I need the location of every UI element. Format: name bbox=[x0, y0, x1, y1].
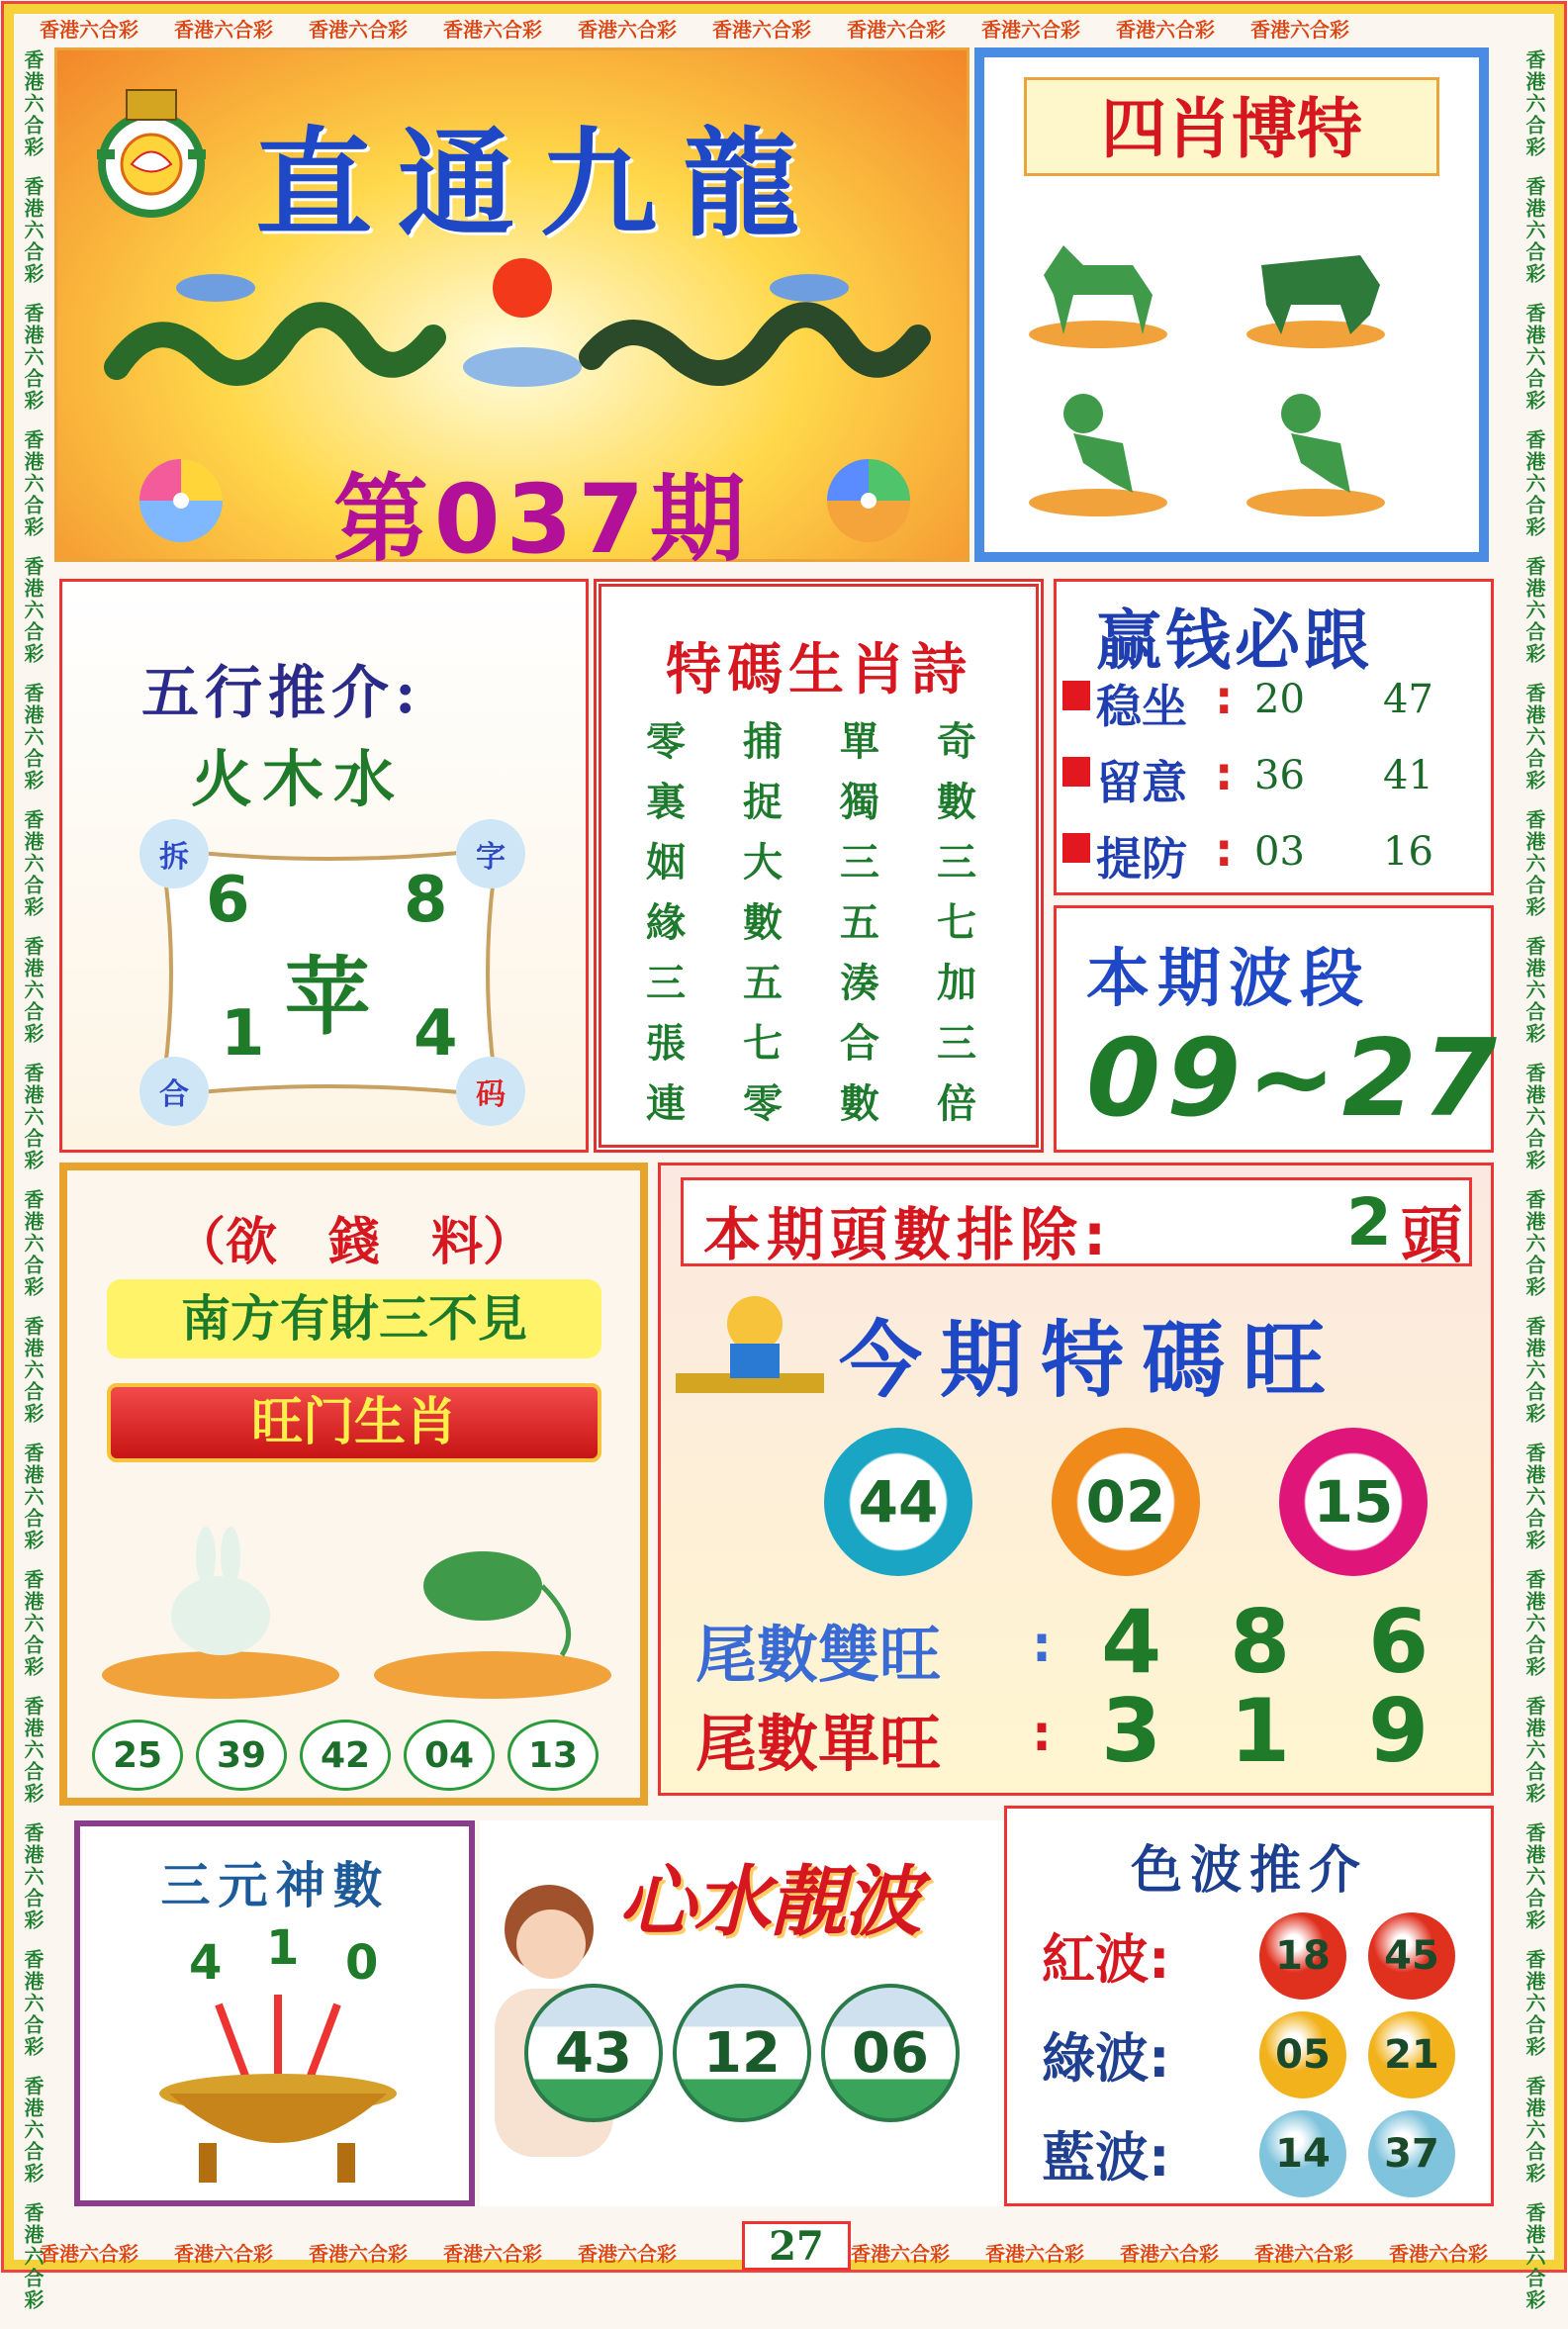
win-panel bbox=[1054, 579, 1494, 895]
color-wave-ball: 21 bbox=[1368, 2011, 1455, 2098]
border-label: 香港六合彩 bbox=[174, 18, 273, 42]
border-label: 香港六合彩 bbox=[1522, 2202, 1546, 2311]
border-label: 香港六合彩 bbox=[21, 1569, 45, 1678]
poem-char: 張 bbox=[646, 1020, 686, 1067]
wuxing-number: 6 bbox=[206, 864, 250, 937]
border-label: 香港六合彩 bbox=[1522, 1063, 1546, 1171]
wuxing-elements: 火木水 bbox=[191, 743, 406, 815]
tail-single-digit: 1 bbox=[1230, 1680, 1291, 1782]
border-label: 香港六合彩 bbox=[1522, 49, 1546, 158]
header-title: 直通九龍 bbox=[255, 115, 826, 252]
bottom-border-text-right bbox=[851, 2238, 1523, 2267]
exclude-unit: 頭 bbox=[1401, 1199, 1463, 1271]
poem-char: 大 bbox=[743, 839, 783, 885]
poem-char: 三 bbox=[937, 1020, 976, 1067]
win-colon: : bbox=[1215, 823, 1234, 877]
bottom-border-text-left bbox=[40, 2238, 732, 2267]
sanyuan-title: 三元神數 bbox=[160, 1856, 391, 1914]
wuxing-panel bbox=[59, 579, 589, 1153]
border-label: 香港六合彩 bbox=[1522, 429, 1546, 538]
tail-single-colon: : bbox=[1032, 1705, 1052, 1762]
border-label: 香港六合彩 bbox=[1522, 936, 1546, 1045]
color-wave-ball: 14 bbox=[1259, 2110, 1346, 2197]
money-hint: 南方有財三不見 bbox=[107, 1279, 601, 1358]
page-number: 27 bbox=[742, 2221, 851, 2271]
sanyuan-digit: 4 bbox=[189, 1935, 223, 1991]
money-number: 13 bbox=[507, 1720, 599, 1791]
border-label: 香港六合彩 bbox=[1116, 18, 1215, 42]
heart-ball: 43 bbox=[524, 1984, 663, 2122]
poem-char: 零 bbox=[743, 1080, 783, 1127]
poem-char: 緣 bbox=[646, 899, 686, 946]
win-colon: : bbox=[1215, 747, 1234, 800]
wuxing-number: 8 bbox=[404, 864, 448, 937]
border-label: 香港六合彩 bbox=[443, 18, 542, 42]
special-ball: 02 bbox=[1052, 1428, 1200, 1576]
border-label: 香港六合彩 bbox=[985, 2242, 1084, 2266]
bullet-square bbox=[1062, 833, 1090, 863]
border-label: 香港六合彩 bbox=[1522, 809, 1546, 918]
border-label: 香港六合彩 bbox=[21, 1949, 45, 2058]
heart-panel bbox=[480, 1820, 1004, 2206]
border-label: 香港六合彩 bbox=[1522, 1569, 1546, 1678]
border-label: 香港六合彩 bbox=[847, 18, 946, 42]
win-label: 稳坐 bbox=[1096, 680, 1187, 733]
border-label: 香港六合彩 bbox=[21, 556, 45, 665]
exclude-number: 2 bbox=[1346, 1184, 1392, 1260]
poem-char: 倍 bbox=[937, 1080, 976, 1127]
bullet-square bbox=[1062, 681, 1090, 710]
poem-char: 加 bbox=[937, 960, 976, 1006]
win-number: 36 bbox=[1254, 753, 1305, 798]
corner-char: 拆 bbox=[139, 819, 209, 888]
poem-char: 裏 bbox=[646, 779, 686, 825]
wuxing-number: 4 bbox=[414, 997, 458, 1071]
color-wave-panel bbox=[1004, 1806, 1494, 2206]
money-number: 42 bbox=[300, 1720, 391, 1791]
sanyuan-panel bbox=[74, 1820, 475, 2206]
poem-char: 三 bbox=[840, 839, 879, 885]
poem-char: 五 bbox=[743, 960, 783, 1006]
border-label: 香港六合彩 bbox=[851, 2242, 950, 2266]
rabbit-icon bbox=[92, 1507, 349, 1705]
monkey-icon bbox=[1242, 374, 1390, 522]
poem-char: 奇 bbox=[937, 718, 976, 765]
border-label: 香港六合彩 bbox=[578, 18, 677, 42]
wuxing-title: 五行推介: bbox=[141, 659, 422, 726]
cd-disc-icon bbox=[137, 456, 226, 545]
tail-double-colon: : bbox=[1032, 1616, 1052, 1673]
top-border-text bbox=[40, 14, 1523, 43]
heart-title: 心水靚波 bbox=[618, 1858, 920, 1947]
poem-char: 捉 bbox=[743, 779, 783, 825]
tail-double-label: 尾數雙旺 bbox=[695, 1619, 942, 1691]
heart-ball: 12 bbox=[673, 1984, 811, 2122]
border-label: 香港六合彩 bbox=[981, 18, 1080, 42]
heart-ball: 06 bbox=[821, 1984, 960, 2122]
poem-char: 姻 bbox=[646, 839, 686, 885]
wave-range-value: 09~27 bbox=[1086, 1017, 1504, 1141]
color-wave-label: 綠波: bbox=[1042, 2027, 1170, 2090]
win-label: 留意 bbox=[1096, 756, 1187, 809]
ox-icon bbox=[1242, 206, 1390, 354]
border-label: 香港六合彩 bbox=[21, 2202, 45, 2311]
win-number: 41 bbox=[1383, 753, 1433, 798]
special-panel bbox=[658, 1163, 1494, 1796]
poem-char: 三 bbox=[646, 960, 686, 1006]
border-label: 香港六合彩 bbox=[1522, 1696, 1546, 1805]
border-label: 香港六合彩 bbox=[21, 49, 45, 158]
poem-char: 三 bbox=[937, 839, 976, 885]
poem-char: 數 bbox=[840, 1080, 879, 1127]
border-label: 香港六合彩 bbox=[578, 2242, 677, 2266]
special-title: 今期特碼旺 bbox=[839, 1312, 1344, 1409]
color-wave-ball: 18 bbox=[1259, 1912, 1346, 2000]
border-label: 香港六合彩 bbox=[21, 1696, 45, 1805]
tail-double-digit: 6 bbox=[1368, 1591, 1430, 1693]
win-colon: : bbox=[1215, 671, 1234, 724]
poem-char: 零 bbox=[646, 718, 686, 765]
border-label: 香港六合彩 bbox=[1254, 2242, 1353, 2266]
border-label: 香港六合彩 bbox=[21, 303, 45, 412]
poem-char: 單 bbox=[840, 718, 879, 765]
border-label: 香港六合彩 bbox=[1120, 2242, 1219, 2266]
dragons-illustration bbox=[97, 248, 938, 407]
rat-icon bbox=[364, 1507, 621, 1705]
money-number: 39 bbox=[196, 1720, 287, 1791]
money-number: 25 bbox=[92, 1720, 183, 1791]
border-label: 香港六合彩 bbox=[712, 18, 811, 42]
border-label: 香港六合彩 bbox=[309, 2242, 408, 2266]
win-number: 16 bbox=[1383, 829, 1433, 875]
issue-number: 第037期 bbox=[332, 464, 752, 575]
border-label: 香港六合彩 bbox=[21, 1822, 45, 1931]
reading-giraffe-icon bbox=[676, 1284, 834, 1413]
poem-char: 捕 bbox=[743, 718, 783, 765]
four-zodiac-title: 四肖博特 bbox=[1024, 77, 1439, 176]
left-border-text bbox=[14, 49, 47, 2311]
border-label: 香港六合彩 bbox=[21, 429, 45, 538]
poem-title: 特碼生肖詩 bbox=[666, 638, 972, 702]
poem-char: 獨 bbox=[840, 779, 879, 825]
border-label: 香港六合彩 bbox=[1522, 2076, 1546, 2185]
poem-char: 七 bbox=[743, 1020, 783, 1067]
color-wave-label: 藍波: bbox=[1042, 2126, 1170, 2189]
win-number: 03 bbox=[1254, 829, 1305, 875]
emblem-icon bbox=[87, 70, 216, 229]
corner-char: 合 bbox=[139, 1057, 209, 1126]
tail-single-label: 尾數單旺 bbox=[695, 1708, 942, 1780]
incense-burner-icon bbox=[139, 1995, 416, 2192]
border-label: 香港六合彩 bbox=[21, 809, 45, 918]
poem-panel bbox=[594, 579, 1044, 1153]
color-wave-ball: 45 bbox=[1368, 1912, 1455, 2000]
horse-icon bbox=[1024, 206, 1172, 354]
border-label: 香港六合彩 bbox=[21, 1316, 45, 1425]
color-wave-ball: 05 bbox=[1259, 2011, 1346, 2098]
money-title: （欲 錢 料） bbox=[173, 1213, 534, 1272]
right-border-text bbox=[1516, 49, 1549, 2311]
four-zodiac-panel bbox=[974, 47, 1489, 562]
wuxing-number: 1 bbox=[221, 997, 265, 1071]
border-label: 香港六合彩 bbox=[1522, 556, 1546, 665]
corner-char: 字 bbox=[456, 819, 525, 888]
border-label: 香港六合彩 bbox=[1522, 303, 1546, 412]
border-label: 香港六合彩 bbox=[1522, 683, 1546, 792]
border-label: 香港六合彩 bbox=[309, 18, 408, 42]
border-label: 香港六合彩 bbox=[174, 2242, 273, 2266]
poem-char: 數 bbox=[743, 899, 783, 946]
wave-range-title: 本期波段 bbox=[1086, 943, 1371, 1016]
poem-char: 連 bbox=[646, 1080, 686, 1127]
tail-single-digit: 3 bbox=[1101, 1680, 1162, 1782]
money-panel bbox=[59, 1163, 648, 1806]
border-label: 香港六合彩 bbox=[40, 18, 138, 42]
poem-char: 數 bbox=[937, 779, 976, 825]
border-label: 香港六合彩 bbox=[21, 936, 45, 1045]
exclude-box bbox=[681, 1177, 1472, 1271]
border-label: 香港六合彩 bbox=[1522, 176, 1546, 285]
color-wave-label: 紅波: bbox=[1042, 1928, 1170, 1991]
win-number: 47 bbox=[1383, 677, 1433, 722]
border-label: 香港六合彩 bbox=[21, 683, 45, 792]
special-ball: 44 bbox=[824, 1428, 972, 1576]
special-ball: 15 bbox=[1279, 1428, 1428, 1576]
border-label: 香港六合彩 bbox=[21, 2076, 45, 2185]
exclude-label: 本期頭數排除: bbox=[703, 1201, 1113, 1268]
border-label: 香港六合彩 bbox=[21, 1063, 45, 1171]
border-label: 香港六合彩 bbox=[21, 1443, 45, 1551]
win-number: 20 bbox=[1254, 677, 1305, 722]
color-wave-title: 色波推介 bbox=[1130, 1841, 1368, 1901]
cd-disc-icon bbox=[824, 456, 913, 545]
wuxing-center: 苹 bbox=[285, 947, 370, 1047]
tail-single-digit: 9 bbox=[1368, 1680, 1430, 1782]
border-label: 香港六合彩 bbox=[21, 1189, 45, 1298]
border-label: 香港六合彩 bbox=[21, 176, 45, 285]
poem-char: 七 bbox=[937, 899, 976, 946]
money-number: 04 bbox=[404, 1720, 495, 1791]
header-panel bbox=[54, 47, 969, 575]
bullet-square bbox=[1062, 757, 1090, 787]
border-label: 香港六合彩 bbox=[1522, 1949, 1546, 2058]
money-banner: 旺门生肖 bbox=[107, 1383, 601, 1462]
sanyuan-digit: 0 bbox=[345, 1935, 379, 1991]
win-label: 提防 bbox=[1096, 832, 1187, 885]
poem-char: 五 bbox=[840, 899, 879, 946]
border-label: 香港六合彩 bbox=[1250, 18, 1349, 42]
poem-char: 合 bbox=[840, 1020, 879, 1067]
color-wave-ball: 37 bbox=[1368, 2110, 1455, 2197]
corner-char: 码 bbox=[456, 1057, 525, 1126]
tail-double-digit: 8 bbox=[1230, 1591, 1291, 1693]
sanyuan-digit: 1 bbox=[266, 1920, 300, 1976]
poem-char: 湊 bbox=[840, 960, 879, 1006]
border-label: 香港六合彩 bbox=[1522, 1189, 1546, 1298]
border-label: 香港六合彩 bbox=[1522, 1443, 1546, 1551]
wave-range-panel bbox=[1054, 905, 1504, 1153]
border-label: 香港六合彩 bbox=[443, 2242, 542, 2266]
border-label: 香港六合彩 bbox=[1522, 1316, 1546, 1425]
monkey-icon bbox=[1024, 374, 1172, 522]
tail-double-digit: 4 bbox=[1101, 1591, 1162, 1693]
border-label: 香港六合彩 bbox=[1522, 1822, 1546, 1931]
border-label: 香港六合彩 bbox=[1389, 2242, 1488, 2266]
win-title: 赢钱必跟 bbox=[1096, 602, 1373, 679]
border-label: 香港六合彩 bbox=[40, 2242, 138, 2266]
